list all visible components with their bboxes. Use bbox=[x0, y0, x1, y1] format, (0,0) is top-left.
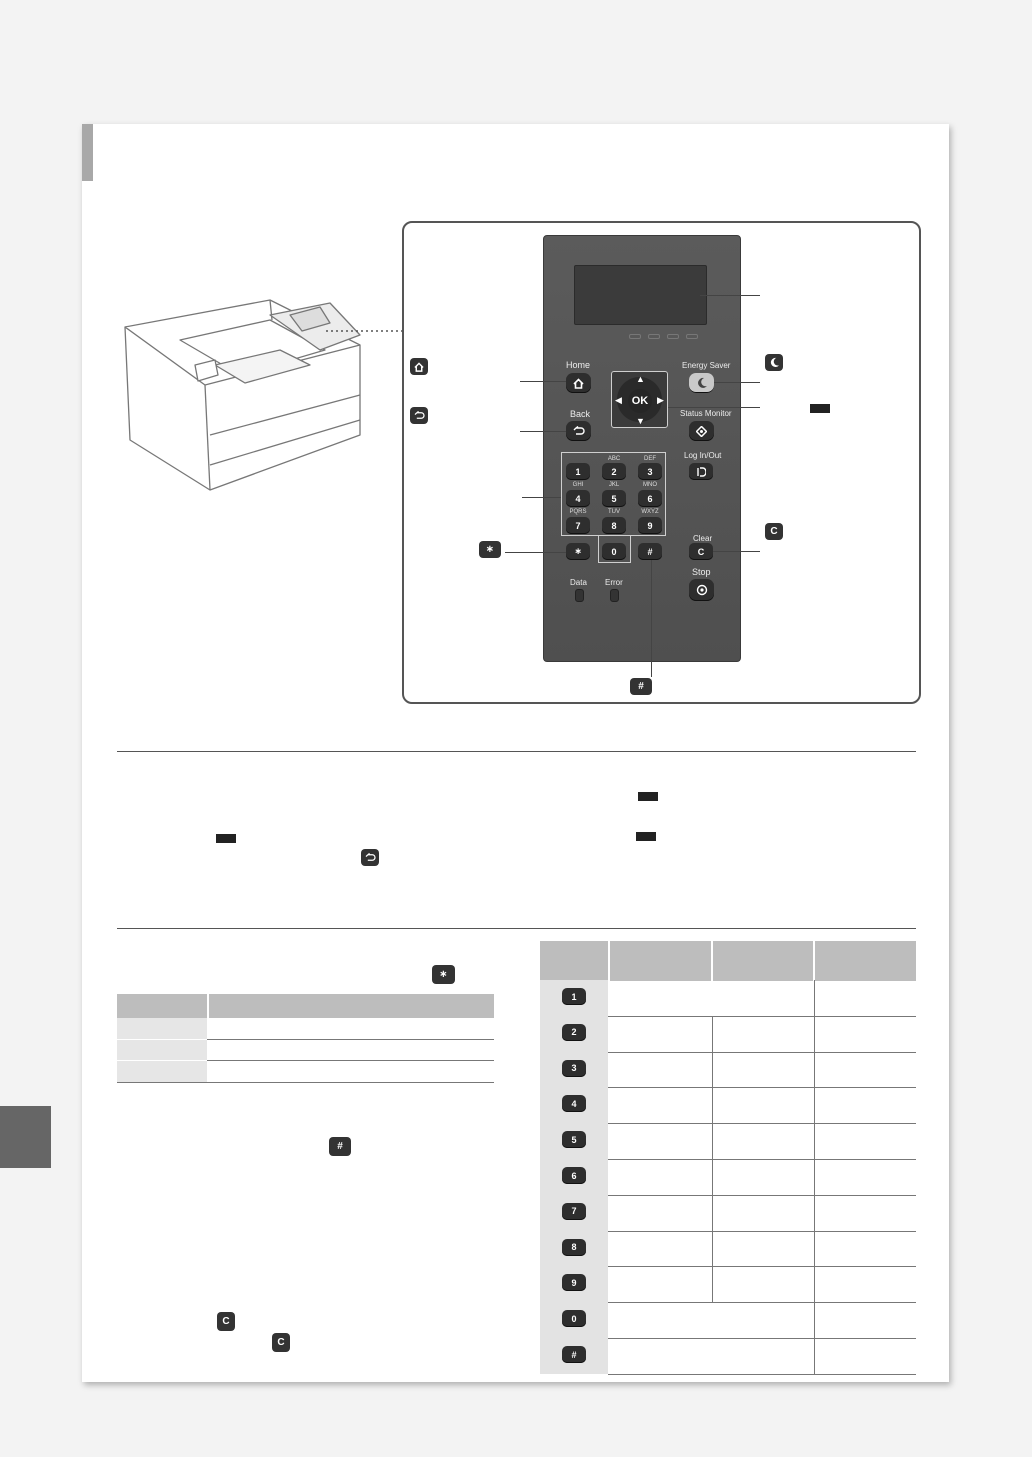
mode-table-row-line bbox=[207, 1039, 494, 1040]
hash-mini-icon: # bbox=[630, 678, 652, 695]
moon-mini-icon bbox=[765, 354, 783, 371]
char-table-col-line bbox=[712, 1016, 713, 1302]
indicator-slot bbox=[686, 334, 698, 339]
inline-ok-label bbox=[216, 834, 236, 843]
data-indicator bbox=[575, 589, 584, 602]
key-8[interactable]: 8 bbox=[602, 517, 626, 534]
clear-button[interactable]: C bbox=[689, 543, 713, 560]
char-table-row-line bbox=[608, 1016, 916, 1017]
callout-line-hash bbox=[651, 560, 652, 677]
inline-star-icon: ∗ bbox=[432, 965, 455, 984]
energy-saver-button[interactable] bbox=[689, 373, 714, 393]
char-table-key-1: 1 bbox=[562, 988, 586, 1005]
section-divider bbox=[117, 928, 916, 929]
back-icon bbox=[573, 426, 585, 436]
clear-mini-icon: C bbox=[765, 523, 783, 540]
key-6-letters: MNO bbox=[643, 482, 657, 488]
moon-icon bbox=[696, 377, 708, 389]
back-caption: Back bbox=[570, 409, 591, 419]
char-table-key-3: 3 bbox=[562, 1060, 586, 1077]
ok-button[interactable]: OK bbox=[628, 389, 652, 413]
up-arrow-icon[interactable]: ▲ bbox=[636, 374, 645, 384]
char-table-row-line bbox=[608, 1159, 916, 1160]
stop-caption: Stop bbox=[692, 567, 711, 577]
char-table-key-9: 9 bbox=[562, 1274, 586, 1291]
key-6[interactable]: 6 bbox=[638, 490, 662, 507]
key-3[interactable]: 3 bbox=[638, 463, 662, 480]
char-table-key-4: 4 bbox=[562, 1095, 586, 1112]
key-3-letters: DEF bbox=[644, 456, 656, 462]
inline-hash-icon: # bbox=[329, 1137, 351, 1156]
char-table-row-line bbox=[608, 1195, 916, 1196]
error-led-caption: Error bbox=[605, 578, 623, 587]
ok-reference-label bbox=[810, 404, 830, 413]
down-arrow-icon[interactable]: ▼ bbox=[636, 416, 645, 426]
key-1[interactable]: 1 bbox=[566, 463, 590, 480]
char-table-row-line bbox=[608, 1302, 916, 1303]
inline-clear-icon: C bbox=[217, 1312, 235, 1331]
login-caption: Log In/Out bbox=[684, 451, 722, 460]
inline-ok-label bbox=[636, 832, 656, 841]
key-2[interactable]: 2 bbox=[602, 463, 626, 480]
login-button[interactable] bbox=[689, 463, 713, 480]
callout-line-energy bbox=[714, 382, 760, 383]
char-table-key-7: 7 bbox=[562, 1203, 586, 1220]
chapter-tab bbox=[0, 1106, 51, 1168]
key-8-letters: TUV bbox=[608, 509, 620, 515]
char-table-key-5: 5 bbox=[562, 1131, 586, 1148]
energy-saver-caption: Energy Saver bbox=[682, 361, 731, 370]
callout-line-dpad bbox=[668, 407, 760, 408]
char-table-header bbox=[540, 941, 916, 981]
char-table-key-2: 2 bbox=[562, 1024, 586, 1041]
status-monitor-button[interactable] bbox=[689, 421, 714, 441]
char-table-row-line bbox=[608, 1374, 916, 1375]
mode-table-bottom-line bbox=[117, 1082, 494, 1083]
home-button[interactable] bbox=[566, 373, 591, 393]
stop-icon bbox=[696, 584, 708, 596]
status-monitor-caption: Status Monitor bbox=[680, 409, 732, 418]
callout-line-clear bbox=[713, 551, 760, 552]
back-button[interactable] bbox=[566, 421, 591, 441]
char-table-col-line bbox=[814, 980, 815, 1374]
hash-key[interactable]: # bbox=[638, 543, 662, 560]
mode-table-header bbox=[117, 994, 494, 1018]
char-table-row-line bbox=[608, 1231, 916, 1232]
char-table-row-line bbox=[608, 1266, 916, 1267]
callout-line-home bbox=[520, 381, 566, 382]
char-table-key-10: 0 bbox=[562, 1310, 586, 1327]
clear-caption: Clear bbox=[693, 534, 713, 543]
display-screen bbox=[574, 265, 707, 325]
char-table-key-11: # bbox=[562, 1346, 586, 1363]
callout-line-back bbox=[520, 431, 566, 432]
error-indicator bbox=[610, 589, 619, 602]
mode-table-row-line bbox=[207, 1060, 494, 1061]
stop-button[interactable] bbox=[689, 579, 714, 601]
data-led-caption: Data bbox=[570, 578, 587, 587]
indicator-slot bbox=[667, 334, 679, 339]
home-caption: Home bbox=[566, 360, 591, 370]
indicator-slot bbox=[648, 334, 660, 339]
callout-dots bbox=[326, 328, 406, 334]
mode-table-first-col bbox=[117, 1018, 207, 1082]
home-icon bbox=[573, 378, 584, 389]
inline-clear-icon: C bbox=[272, 1333, 290, 1352]
mode-table-divider bbox=[207, 994, 209, 1018]
left-arrow-icon[interactable]: ◀ bbox=[615, 395, 622, 405]
star-mini-icon: ∗ bbox=[479, 541, 501, 558]
login-icon bbox=[696, 467, 706, 477]
callout-line-display bbox=[700, 295, 760, 296]
key-7-letters: PQRS bbox=[569, 509, 587, 515]
char-table-key-6: 6 bbox=[562, 1167, 586, 1184]
char-table-key-8: 8 bbox=[562, 1239, 586, 1256]
char-table-row-line bbox=[608, 1087, 916, 1088]
callout-line-keypad bbox=[522, 497, 561, 498]
char-table-row-line bbox=[608, 1123, 916, 1124]
key-0[interactable]: 0 bbox=[602, 543, 626, 560]
star-key[interactable]: ∗ bbox=[566, 543, 590, 560]
char-table-row-line bbox=[608, 1338, 916, 1339]
key-9[interactable]: 9 bbox=[638, 517, 662, 534]
key-2-letters: ABC bbox=[607, 456, 621, 462]
inline-back-icon bbox=[361, 849, 379, 866]
callout-line-star bbox=[505, 552, 566, 553]
char-table-row-line bbox=[608, 1052, 916, 1053]
key-9-letters: WXYZ bbox=[641, 509, 659, 515]
key-5[interactable]: 5 bbox=[602, 490, 626, 507]
inline-ok-label bbox=[638, 792, 658, 801]
printer-illustration bbox=[120, 295, 410, 500]
home-mini-icon bbox=[410, 358, 428, 375]
section-divider bbox=[117, 751, 916, 752]
diamond-icon bbox=[696, 426, 707, 437]
right-arrow-icon[interactable]: ▶ bbox=[657, 395, 664, 405]
indicator-slot bbox=[629, 334, 641, 339]
key-4-letters: GHI bbox=[572, 482, 584, 488]
key-4[interactable]: 4 bbox=[566, 490, 590, 507]
key-5-letters: JKL bbox=[608, 482, 620, 488]
section-marker bbox=[82, 124, 93, 181]
key-7[interactable]: 7 bbox=[566, 517, 590, 534]
back-mini-icon bbox=[410, 407, 428, 424]
